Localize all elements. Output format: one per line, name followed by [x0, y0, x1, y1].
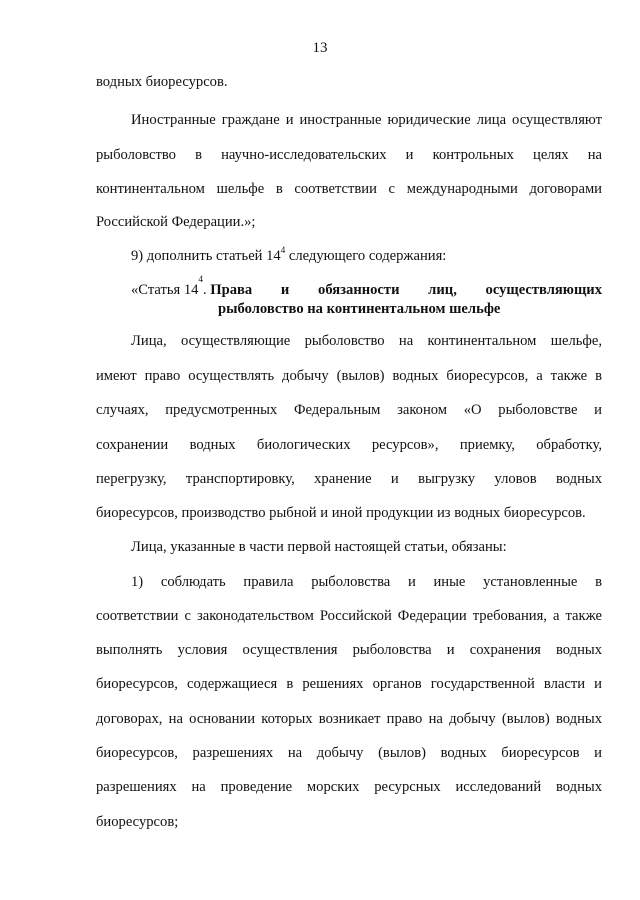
text-line: биоресурсов, содержащиеся в решениях органов государственной власти и [96, 676, 602, 692]
item9-superscript: 4 [280, 245, 286, 256]
text-line: имеют право осуществлять добычу (вылов) водных биоресурсов, а также в [96, 368, 602, 384]
article-heading [131, 274, 602, 300]
text-line: сохранении водных биологических ресурсов», приемку, обработку, [96, 437, 602, 453]
item9-text-before: 9) дополнить статьей 14 [131, 248, 281, 264]
text-line: разрешениях на проведение морских ресурсных исследований водных [96, 779, 602, 795]
text-line: биоресурсов, разрешениях на добычу (вылов) водных биоресурсов и [96, 745, 602, 761]
text-line: биоресурсов, производство рыбной и иной продукции из водных биоресурсов. [96, 505, 586, 521]
text-line: континентальном шельфе в соответствии с международными договорами [96, 181, 602, 197]
text-line: Лица, осуществляющие рыболовство на континентальном шельфе, [131, 333, 602, 349]
text-line: договорах, на основании которых возникает право на добычу (вылов) водных [96, 711, 602, 727]
text-line: биоресурсов; [96, 814, 179, 830]
text-line: 1) соблюдать правила рыболовства и иные установленные в [131, 574, 602, 590]
article-superscript: 4 [198, 274, 203, 284]
article-title-line1: Права и обязанности лиц, осуществляющих [210, 282, 602, 298]
article-dot: . [202, 282, 211, 298]
item9-text-after: следующего содержания: [285, 248, 447, 264]
text-line: перегрузку, транспортировку, хранение и выгрузку уловов водных [96, 471, 602, 487]
text-line: Иностранные граждане и иностранные юридические лица осуществляют [131, 112, 602, 128]
text-line: Лица, указанные в части первой настоящей статьи, обязаны: [131, 539, 507, 555]
text-line: выполнять условия осуществления рыболовства и сохранения водных [96, 642, 602, 658]
article-prefix: «Статья 14 [131, 282, 199, 298]
text-line: водных биоресурсов. [96, 74, 228, 90]
text-line: рыболовство в научно-исследовательских и контрольных целях на [96, 147, 602, 163]
text-line: случаях, предусмотренных Федеральным законом «О рыболовстве и [96, 402, 602, 418]
amendment-item-9 [131, 246, 602, 266]
page-number: 13 [312, 40, 328, 56]
article-title-line2: рыболовство на континентальном шельфе [218, 301, 501, 317]
text-line: соответствии с законодательством Российской Федерации требования, а также [96, 608, 602, 624]
text-line: Российской Федерации.»; [96, 214, 256, 230]
